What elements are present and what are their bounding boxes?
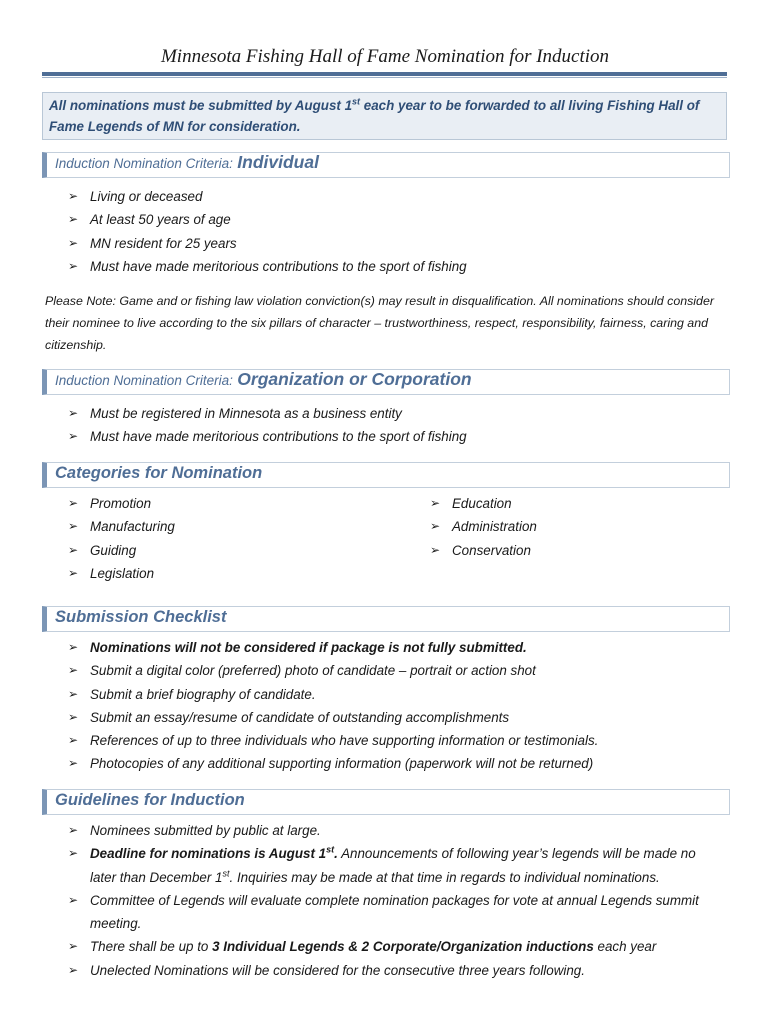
list-item: ➢ Nominations will not be considered if package is not fully submitted.	[42, 636, 598, 659]
section-heading: Submission Checklist	[55, 608, 227, 626]
arrow-bullet-icon: ➢	[68, 939, 79, 954]
arrow-bullet-icon: ➢	[68, 686, 79, 701]
arrow-bullet-icon: ➢	[430, 542, 441, 557]
list-item: ➢ MN resident for 25 years	[42, 232, 467, 255]
arrow-bullet-icon: ➢	[68, 640, 79, 654]
arrow-bullet-icon: ➢	[68, 962, 79, 977]
arrow-bullet-icon: ➢	[68, 429, 79, 444]
arrow-bullet-icon: ➢	[68, 189, 79, 203]
arrow-bullet-icon: ➢	[68, 542, 79, 557]
list-item: ➢ Legislation	[42, 562, 175, 585]
list-item: ➢ Must be registered in Minnesota as a business entity	[42, 402, 467, 425]
checklist-list	[42, 636, 598, 776]
individual-criteria-list	[42, 185, 467, 278]
list-item: ➢ Submit a brief biography of candidate.	[42, 683, 598, 706]
notice-superscript: st	[352, 96, 361, 107]
list-item: ➢ Photocopies of any additional supporting information (paperwork will not be returned)	[42, 752, 598, 775]
list-item: ➢ Manufacturing	[42, 515, 175, 538]
section-prefix: Induction Nomination Criteria:	[55, 156, 233, 171]
arrow-bullet-icon: ➢	[68, 709, 79, 724]
list-item: ➢ At least 50 years of age	[42, 208, 467, 231]
please-note: Please Note: Game and or fishing law violation conviction(s) may result in disqualification. All nominations should consider their nominee to live according to the six pillars of character – trustworthiness, respect, responsibility, fairness, caring and citizenship.	[45, 294, 714, 352]
arrow-bullet-icon: ➢	[68, 892, 79, 907]
section-heading: Individual	[237, 152, 319, 172]
submission-notice	[42, 92, 727, 140]
categories-left-list	[42, 492, 175, 585]
section-guidelines	[42, 789, 730, 815]
arrow-bullet-icon: ➢	[68, 823, 79, 837]
section-heading: Organization or Corporation	[237, 369, 472, 389]
arrow-bullet-icon: ➢	[68, 663, 79, 678]
list-item: ➢ References of up to three individuals who have supporting information or testimonials.	[42, 729, 598, 752]
arrow-bullet-icon: ➢	[430, 496, 441, 510]
guidelines-list	[42, 819, 710, 982]
list-item: ➢ Unelected Nominations will be considered for the consecutive three years following.	[42, 959, 710, 982]
arrow-bullet-icon: ➢	[68, 565, 79, 580]
list-item: ➢ Education	[404, 492, 537, 515]
arrow-bullet-icon: ➢	[68, 258, 79, 273]
arrow-bullet-icon: ➢	[68, 212, 79, 227]
notice-text-end: each year to be forwarded to all living Fishing Hall of Fame Legends of MN for consideration.	[49, 98, 700, 134]
list-item: ➢ Deadline for nominations is August 1st. Announcements of following year’s legends will be made no later than December 1st. Inquiries may be made at that time in regards to individual nominations.	[42, 842, 710, 889]
list-item: ➢ Guiding	[42, 539, 175, 562]
arrow-bullet-icon: ➢	[430, 519, 441, 534]
page-title: Minnesota Fishing Hall of Fame Nomination for Induction	[160, 46, 610, 67]
arrow-bullet-icon: ➢	[68, 406, 79, 420]
arrow-bullet-icon: ➢	[68, 733, 79, 748]
list-item: ➢ Must have made meritorious contributions to the sport of fishing	[42, 425, 467, 448]
list-item: ➢ Administration	[404, 515, 537, 538]
arrow-bullet-icon: ➢	[68, 519, 79, 534]
list-item: ➢ Promotion	[42, 492, 175, 515]
list-item: ➢ Committee of Legends will evaluate complete nomination packages for vote at annual Legends summit meeting.	[42, 889, 710, 936]
section-categories	[42, 462, 730, 488]
list-item: ➢ Submit an essay/resume of candidate of outstanding accomplishments	[42, 706, 598, 729]
list-item: ➢ Must have made meritorious contributions to the sport of fishing	[42, 255, 467, 278]
organization-criteria-list	[42, 402, 467, 449]
list-item: ➢ There shall be up to 3 Individual Legends & 2 Corporate/Organization inductions each year	[42, 935, 710, 958]
categories-right-list	[404, 492, 537, 562]
section-prefix: Induction Nomination Criteria:	[55, 373, 233, 388]
section-organization-criteria	[42, 369, 730, 395]
section-submission-checklist	[42, 606, 730, 632]
section-individual-criteria	[42, 152, 730, 178]
arrow-bullet-icon: ➢	[68, 756, 79, 771]
title-divider	[42, 72, 727, 76]
section-heading: Categories for Nomination	[55, 464, 263, 482]
arrow-bullet-icon: ➢	[68, 235, 79, 250]
list-item: ➢ Nominees submitted by public at large.	[42, 819, 710, 842]
list-item: ➢ Conservation	[404, 539, 537, 562]
list-item: ➢ Submit a digital color (preferred) photo of candidate – portrait or action shot	[42, 659, 598, 682]
section-heading: Guidelines for Induction	[55, 791, 245, 809]
arrow-bullet-icon: ➢	[68, 846, 79, 861]
list-item: ➢ Living or deceased	[42, 185, 467, 208]
notice-text-start: All nominations must be submitted by August 1	[49, 98, 353, 113]
title-divider-thin	[42, 77, 727, 78]
arrow-bullet-icon: ➢	[68, 496, 79, 510]
